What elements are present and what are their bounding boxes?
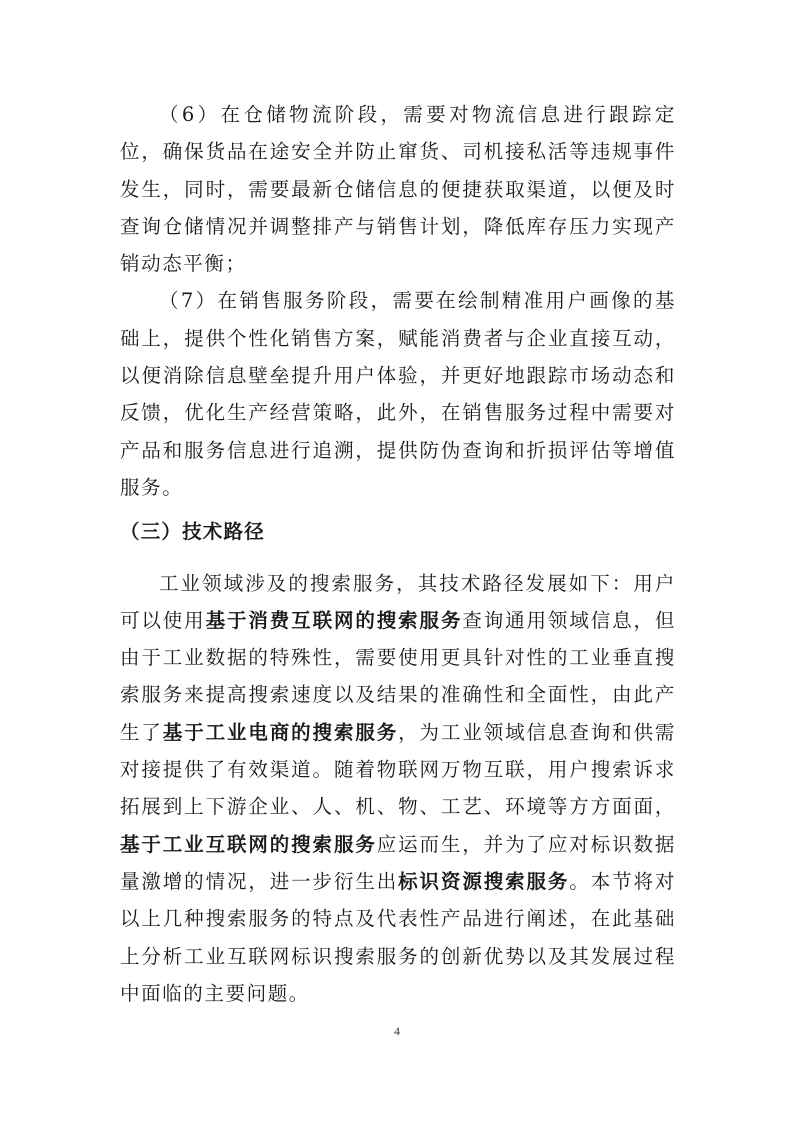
- paragraph-text: ，为工业领域信息查询和供需对接提供了有效渠道。随着物联网万物互联，用户搜索诉求拓展到上下游企业、人、机、物、工艺、环境等方方面面，: [120, 720, 676, 819]
- paragraph-text: （6）在仓储物流阶段，需要对物流信息进行跟踪定位，确保货品在途安全并防止窜货、司机接私活等违规事件发生，同时，需要最新仓储信息的便捷获取渠道，以便及时查询仓储情况并调整排产与销售计划，降低库存压力实现产销动态平衡；: [120, 103, 676, 276]
- bold-term: 基于消费互联网的搜索服务: [205, 608, 463, 632]
- paragraph-sales-service: [120, 282, 676, 506]
- bold-term: 标识资源搜索服务: [398, 869, 570, 893]
- paragraph-text: 。本节将对以上几种搜索服务的特点及代表性产品进行阐述，在此基础上分析工业互联网标识搜索服务的创新优势以及其发展过程中面临的主要问题。: [120, 869, 676, 1005]
- paragraph-text: 查询通用领域信息，但由于工业数据的特殊性，需要使用更具针对性的工业垂直搜索服务来提高搜索速度以及结果的准确性和全面性，由此产生了: [120, 608, 676, 744]
- paragraph-warehouse-logistics: [120, 96, 676, 282]
- document-page: [120, 96, 676, 1012]
- section-heading: （三）技术路径: [120, 520, 265, 544]
- bold-term: 基于工业电商的搜索服务: [162, 720, 399, 744]
- paragraph-text: 工业领域涉及的搜索服务，其技术路径发展如下：用户可以使用: [120, 571, 676, 632]
- paragraph-technical-path: [120, 565, 676, 1013]
- paragraph-text: （7）在销售服务阶段，需要在绘制精准用户画像的基础上，提供个性化销售方案，赋能消费者与企业直接互动，以便消除信息壁垒提升用户体验，并更好地跟踪市场动态和反馈，优化生产经营策略，此外，在销售服务过程中需要对产品和服务信息进行追溯，提供防伪查询和折损评估等增值服务。: [120, 289, 676, 499]
- page-number: 4: [394, 1024, 400, 1038]
- bold-term: 基于工业互联网的搜索服务: [120, 832, 377, 856]
- paragraph-text: 应运而生，并为了应对标识数据量激增的情况，进一步衍生出: [120, 832, 676, 893]
